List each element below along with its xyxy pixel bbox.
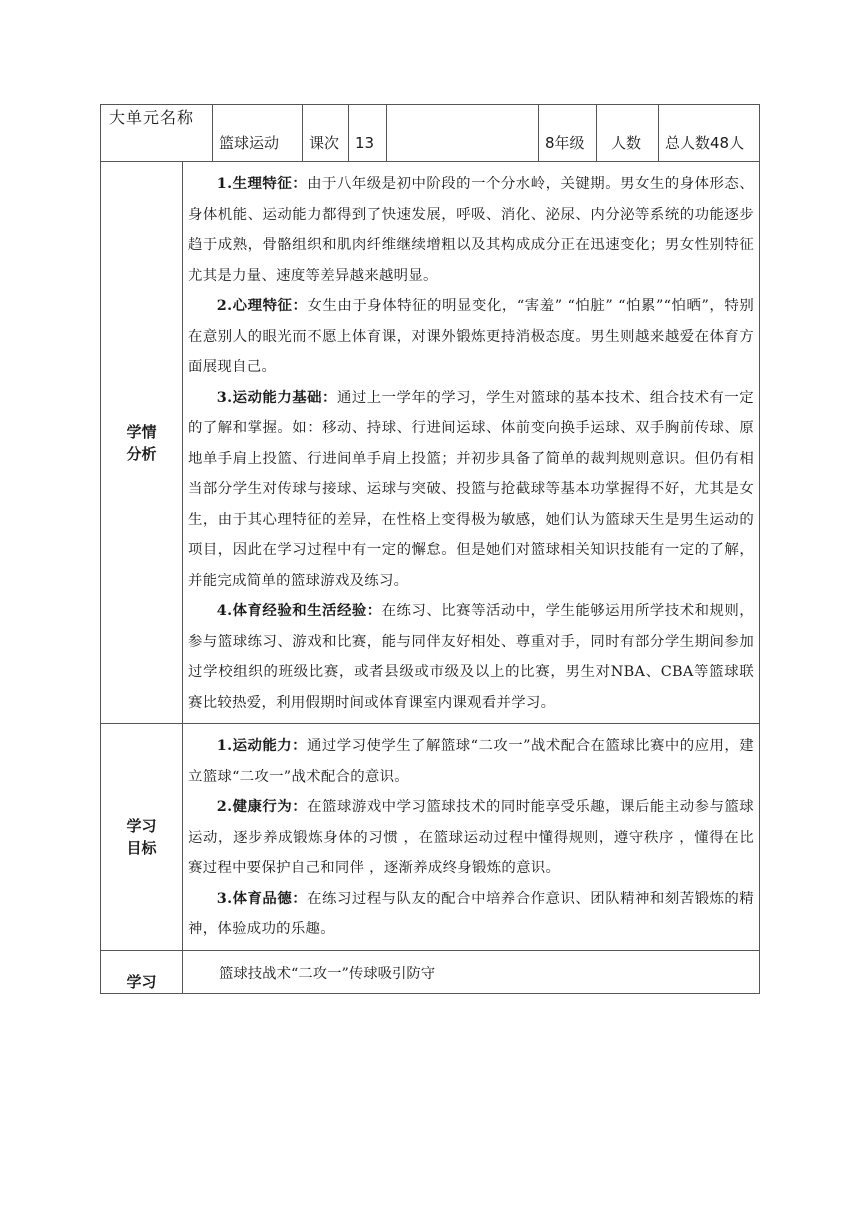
unit-name-value: 篮球运动 bbox=[219, 134, 280, 152]
analysis-content bbox=[183, 162, 759, 723]
analysis-paragraph-sep: ： bbox=[292, 175, 308, 192]
analysis-paragraph bbox=[188, 291, 754, 383]
count-label-cell bbox=[597, 105, 659, 162]
total-cell bbox=[659, 105, 760, 162]
grade-cell bbox=[539, 105, 597, 162]
learning-content-label: 学习 bbox=[126, 972, 157, 991]
total-value: 总人数48人 bbox=[665, 134, 745, 152]
analysis-paragraph bbox=[188, 596, 754, 718]
lesson-plan-table bbox=[100, 104, 760, 994]
lesson-label-cell bbox=[303, 105, 349, 162]
goals-paragraph-sep: ： bbox=[292, 798, 308, 815]
learning-content-label-cell bbox=[101, 950, 183, 993]
lesson-label: 课次 bbox=[309, 134, 340, 152]
goals-paragraph-title: 2.健康行为 bbox=[216, 798, 293, 815]
goals-paragraph-text: 在练习过程与队友的配合中培养合作意识、团队精神和刻苦锻炼的精神，体验成功的乐趣。 bbox=[188, 890, 755, 937]
unit-name-label-cell bbox=[101, 105, 213, 162]
goals-label-line1: 学习 bbox=[126, 816, 157, 835]
goals-label-cell bbox=[101, 724, 183, 951]
analysis-paragraph-sep: ： bbox=[366, 602, 382, 619]
goals-content-cell bbox=[183, 724, 760, 951]
analysis-row bbox=[101, 162, 760, 724]
lesson-number: 13 bbox=[355, 134, 375, 152]
learning-content-text: 篮球技战术“二攻一”传球吸引防守 bbox=[219, 965, 436, 982]
header-row bbox=[101, 105, 760, 162]
goals-paragraph bbox=[188, 792, 754, 884]
blank-cell bbox=[387, 105, 539, 162]
goals-paragraph-title: 3.体育品德 bbox=[216, 889, 293, 907]
analysis-paragraph-text: 通过上一学年的学习，学生对篮球的基本技术、组合技术有一定的了解和掌握。如：移动、持球、行进间运球、体前变向换手运球、双手胸前传球、原地单手肩上投篮、行进间单手肩上投篮；并初步具备了简单的裁判规则意识。但仍有相当部分学生对传球与接球、运球与突破、投篮与抢截球等基本功掌握得不好，尤其是女生，由于其心理特征的差异，在性格上变得极为敏感，她们认为篮球天生是男生运动的项目，因此在学习过程中有一定的懈怠。但是她们对篮球相关知识技能有一定的了解，并能完成简单的篮球游戏及练习。 bbox=[188, 389, 755, 589]
analysis-label-line2: 分析 bbox=[126, 444, 157, 463]
unit-name-cell bbox=[213, 105, 303, 162]
goals-label-line2: 目标 bbox=[126, 838, 157, 857]
blank-value bbox=[387, 123, 538, 143]
count-label: 人数 bbox=[611, 134, 642, 152]
goals-paragraph-title: 1.运动能力 bbox=[216, 737, 293, 754]
goals-paragraph-text: 在篮球游戏中学习篮球技术的同时能享受乐趣，课后能主动参与篮球运动，逐步养成锻炼身体的习惯 ，在篮球运动过程中懂得规则，遵守秩序 ，懂得在比赛过程中要保护自己和同伴 ，逐渐养成终身锻炼的意识。 bbox=[188, 799, 755, 876]
analysis-paragraph-sep: ： bbox=[292, 297, 308, 314]
analysis-paragraph-title: 1.生理特征 bbox=[216, 175, 293, 192]
unit-name-label: 大单元名称 bbox=[109, 108, 195, 127]
analysis-paragraph-title: 4.体育经验和生活经验 bbox=[216, 602, 367, 619]
grade-value: 8年级 bbox=[545, 134, 585, 152]
analysis-paragraph-title: 2.心理特征 bbox=[216, 297, 293, 314]
analysis-paragraph-text: 女生由于身体特征的明显变化，“害羞” “怕脏” “怕累”“怕晒”，特别在意别人的眼光而不愿上体育课，对课外锻炼更持消极态度。男生则越来越爱在体育方面展现自己。 bbox=[188, 298, 755, 375]
analysis-paragraph bbox=[188, 169, 754, 291]
goals-row bbox=[101, 724, 760, 951]
goals-paragraph bbox=[188, 731, 754, 792]
goals-paragraph bbox=[188, 884, 754, 945]
analysis-content-cell bbox=[183, 162, 760, 724]
goals-paragraph-text: 通过学习使学生了解篮球“二攻一”战术配合在篮球比赛中的应用，建立篮球“二攻一”战术配合的意识。 bbox=[188, 738, 754, 785]
analysis-paragraph-title: 3.运动能力基础 bbox=[216, 388, 323, 406]
goals-paragraph-sep: ： bbox=[292, 737, 308, 754]
learning-content-row bbox=[101, 950, 760, 993]
learning-content-cell bbox=[183, 950, 760, 993]
analysis-label-cell bbox=[101, 162, 183, 724]
goals-content bbox=[183, 724, 759, 950]
analysis-paragraph-text: 由于八年级是初中阶段的一个分水岭，关键期。男女生的身体形态、身体机能、运动能力都得到了快速发展，呼吸、消化、泌尿、内分泌等系统的功能逐步趋于成熟，骨骼组织和肌肉纤维继续增粗以及其构成成分正在迅速变化；男女性别特征尤其是力量、速度等差异越来越明显。 bbox=[188, 176, 755, 284]
goals-paragraph-sep: ： bbox=[292, 889, 308, 907]
analysis-paragraph-text: 在练习、比赛等活动中，学生能够运用所学技术和规则，参与篮球练习、游戏和比赛，能与同伴友好相处、尊重对手，同时有部分学生期间参加过学校组织的班级比赛，或者县级或市级及以上的比赛，男生对NBA、CBA等篮球联赛比较热爱，利用假期时间或体育课室内课观看并学习。 bbox=[188, 603, 755, 711]
lesson-number-cell bbox=[349, 105, 387, 162]
analysis-paragraph bbox=[188, 383, 754, 597]
analysis-paragraph-sep: ： bbox=[322, 388, 337, 406]
analysis-label-line1: 学情 bbox=[126, 422, 157, 441]
